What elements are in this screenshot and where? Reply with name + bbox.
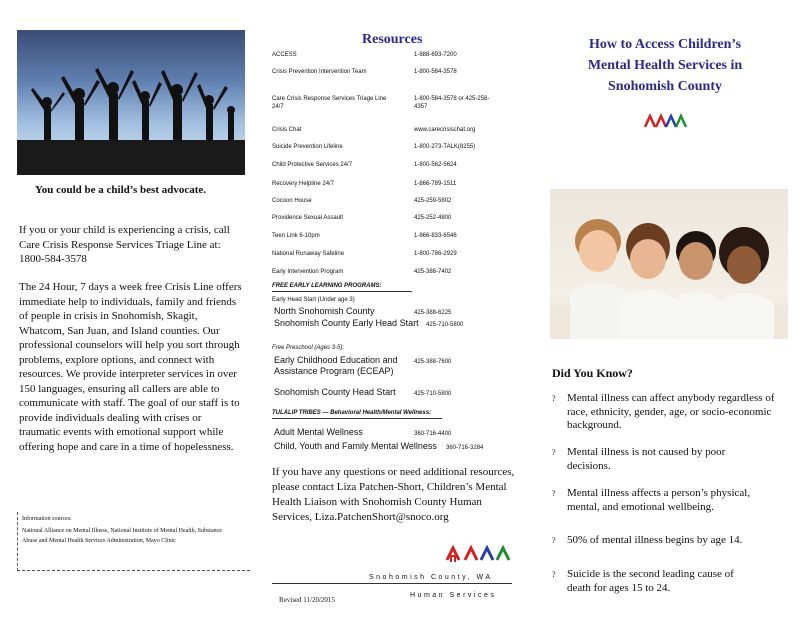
fact-text: Mental illness is not caused by poor decisions.: [567, 446, 726, 472]
program-row: [274, 427, 524, 438]
revised-date: Revised 11/20/2015: [279, 596, 335, 604]
program-name: Adult Mental Wellness: [274, 427, 363, 437]
early-learning-heading: FREE EARLY LEARNING PROGRAMS:: [272, 283, 382, 289]
sources-text: National Alliance on Mental Illness, National Institute of Mental Health, Substance Abuse and Mental Health Services Administration, Mayo Clinic: [22, 528, 222, 544]
contact-paragraph: If you have any questions or need additional resources, please contact Liza Patchen-Short, Children’s Mental Health Liaison with Snohomish County Human Services, Liza.PatchenShort@snoco.org: [272, 466, 515, 523]
silhouette-photo: [17, 30, 245, 175]
title-line: Mental Health Services in: [587, 58, 743, 73]
program-phone: 425-388-7600: [414, 359, 452, 365]
resource-name: ACCESS: [272, 52, 297, 58]
fact-item: [552, 487, 782, 514]
resource-name: Recovery Helpline 24/7: [272, 181, 335, 187]
program-row: [274, 387, 524, 398]
children-illustration: [550, 189, 788, 339]
tulalip-heading: TULALIP TRIBES — Behavioral Health/Mental Wellness:: [272, 410, 432, 416]
resource-name: Cocoon House: [272, 198, 312, 204]
resource-name: National Runaway Safeline: [272, 251, 345, 257]
cover-panel: [530, 0, 800, 618]
free-preschool-heading: Free Preschool (Ages 3-5):: [272, 345, 345, 351]
bullet: ?: [552, 394, 556, 403]
resource-name: Child Protective Services 24/7: [272, 162, 353, 168]
brochure-title: [550, 34, 780, 97]
advocate-caption: You could be a child’s best advocate.: [35, 184, 207, 196]
resource-phone: 1-800-584-3578: [414, 69, 457, 75]
program-phone: 425-710-5800: [426, 322, 464, 328]
title-line: Snohomish County: [608, 79, 722, 94]
information-sources: [17, 512, 250, 571]
early-head-start-heading: Early Head Start (Under age 3): [272, 297, 355, 303]
resource-phone: 1-866-789-1511: [414, 181, 457, 187]
bullet: ?: [552, 448, 556, 457]
fact-item: [552, 568, 782, 595]
children-photo: [550, 189, 788, 339]
resource-name: Providence Sexual Assault: [272, 215, 344, 221]
resource-phone: 1-866-833-6546: [414, 233, 457, 239]
resource-phone: 425-259-5802: [414, 198, 452, 204]
fact-text: Mental illness can affect anybody regardless of race, ethnicity, gender, age, or socio-economic background.: [567, 392, 775, 431]
sources-label: Information sources:: [22, 516, 72, 522]
fact-item: [552, 392, 782, 433]
program-phone: 425-710-5800: [414, 391, 452, 397]
resource-phone: 1-800-584-3578 or 425-258-4357: [414, 96, 490, 110]
program-phone: 425-388-6225: [414, 310, 452, 316]
resource-phone: 425-252-4800: [414, 215, 452, 221]
divider: [272, 418, 442, 419]
program-phone: 360-716-4400: [414, 431, 452, 437]
snohomish-county-logo: [644, 112, 688, 130]
resource-link[interactable]: www.carecrisischat.org: [414, 127, 476, 133]
resource-phone: 1-800-273-TALK(8255): [414, 144, 476, 150]
bullet: ?: [552, 570, 556, 579]
divider: [272, 583, 512, 584]
fact-item: [552, 446, 782, 473]
divider: [272, 291, 412, 292]
program-name: North Snohomish County: [274, 306, 375, 316]
silhouette-illustration: [17, 30, 245, 175]
program-name: Child, Youth and Family Mental Wellness: [274, 441, 437, 451]
did-you-know-heading: Did You Know?: [552, 366, 633, 380]
fact-text: Suicide is the second leading cause of death for ages 15 to 24.: [567, 568, 734, 594]
resource-name: Crisis Chat: [272, 127, 302, 133]
resource-phone: 425-388-7402: [414, 269, 452, 275]
left-panel: [0, 0, 262, 618]
crisis-intro: If you or your child is experiencing a crisis, call Care Crisis Response Services Triage Line at: 1800-584-3578: [19, 224, 230, 265]
program-name: Early Childhood Education and Assistance Program (ECEAP): [274, 355, 398, 376]
resource-name: Crisis Prevention Intervention Team: [272, 69, 367, 75]
resource-phone: 1-888-693-7200: [414, 52, 457, 58]
resource-name: Teen Link 6-10pm: [272, 233, 320, 239]
resources-panel: [262, 0, 530, 618]
fact-text: 50% of mental illness begins by age 14.: [567, 534, 743, 546]
program-phone: 360-716-3284: [446, 445, 484, 451]
program-row: [274, 441, 524, 452]
human-services-label: Human Services: [410, 592, 497, 599]
fact-text: Mental illness affects a person’s physical, mental, and emotional wellbeing.: [567, 487, 751, 513]
resource-name: Care Crisis Response Services Triage Line 24/7: [272, 96, 387, 110]
crisis-line-description: The 24 Hour, 7 days a week free Crisis Line offers immediate help to individuals, family and friends of people in crisis in Snohomish, Skagit, Whatcom, San Juan, and Island counties. Our professional counselors will help you sort through problems, explore options, and connect with resources. We provide interpreter services in over 150 languages, ensuring all callers are able to communicate with staff. The goal of our staff is to provide individuals dealing with crises or traumatic events with emotional support while offering hope and care in a time of hopelessness.: [19, 281, 242, 453]
title-line: How to Access Children’s: [588, 37, 742, 52]
resource-name: Suicide Prevention Lifeline: [272, 144, 343, 150]
resources-heading: Resources: [362, 32, 423, 47]
bullet: ?: [552, 489, 556, 498]
county-name: Snohomish County, WA: [369, 574, 493, 581]
resource-name: Early Intervention Program: [272, 269, 344, 275]
resource-phone: 1-800-562-5624: [414, 162, 457, 168]
program-name: Snohomish County Early Head Start: [274, 318, 419, 328]
fact-item: [552, 534, 782, 548]
bullet: ?: [552, 536, 556, 545]
program-row: [274, 355, 452, 377]
snohomish-county-logo: [445, 542, 511, 564]
program-row: [274, 306, 524, 317]
program-row: [274, 318, 524, 329]
resource-phone: 1-800-786-2929: [414, 251, 457, 257]
program-name: Snohomish County Head Start: [274, 387, 396, 397]
